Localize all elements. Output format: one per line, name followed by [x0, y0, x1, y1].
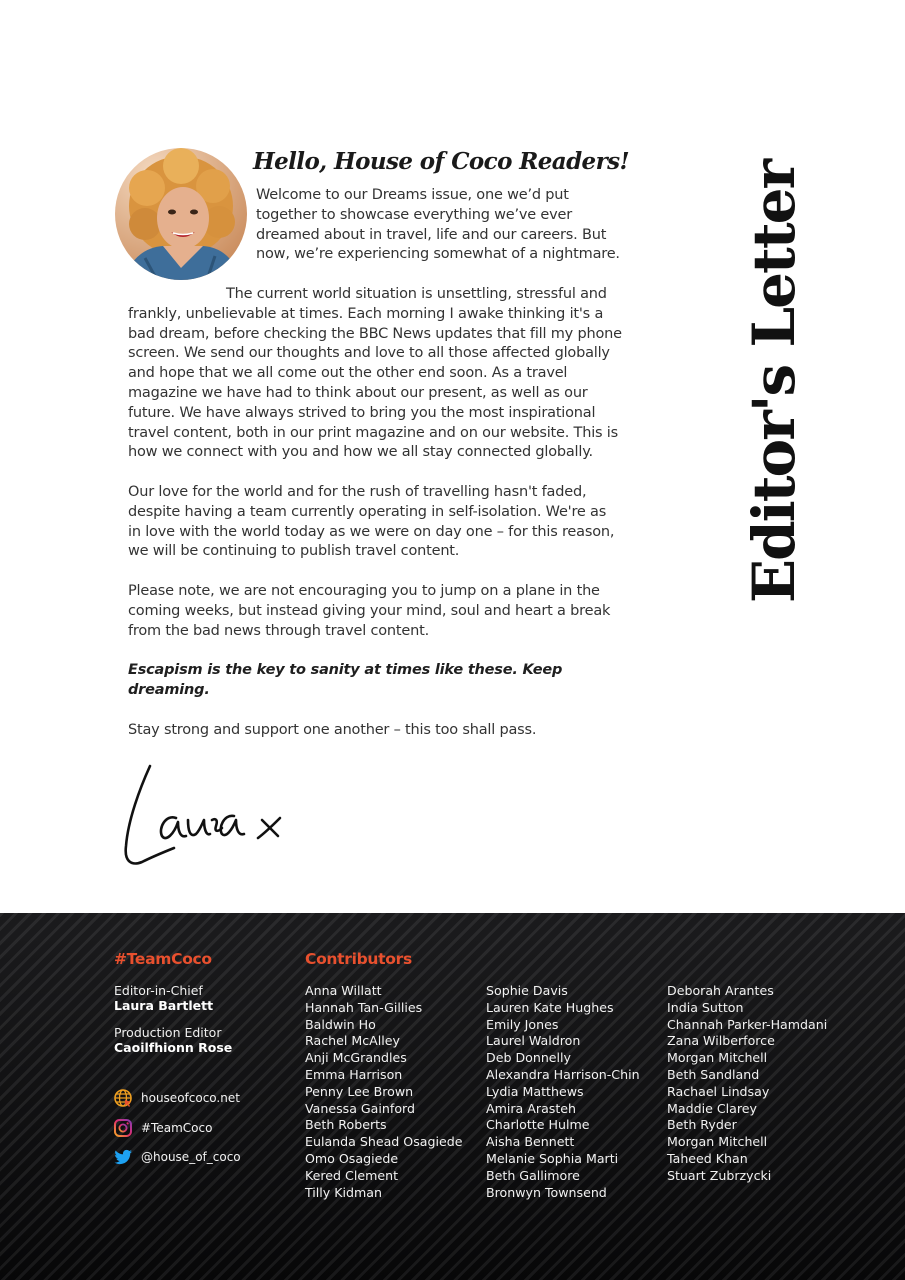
paragraph: Our love for the world and for the rush of travelling hasn't faded, despite having a team currently operating in self-isolation. We're as in love with the world today as we were on day one – for this reason, we will be continuing to publish travel content.	[128, 483, 615, 560]
contributor-name: Morgan Mitchell	[667, 1134, 768, 1150]
paragraph: The current world situation is unsettling, stressful and frankly, unbelievable at times. Each morning I awake thinking it's a bad dream, before checking the BBC News updates that fill my phone screen. We send our thoughts and love to all those affected globally and hope that we all come out the other end soon. As a travel magazine we have had to think about our present, as well as our future. We have always strived to bring you the most inspirational travel content, both in our print magazine and on our website. This is how we connect with you and how we all stay connected globally.	[128, 286, 622, 461]
instagram-text: #TeamCoco	[141, 1121, 213, 1135]
contributor-name: Penny Lee Brown	[305, 1083, 414, 1099]
contributor-name: Lauren Kate Hughes	[486, 999, 614, 1015]
contributor-name: Tilly Kidman	[305, 1184, 382, 1200]
team-credits	[114, 983, 294, 1067]
emphasis-paragraph: Escapism is the key to sanity at times like these. Keep dreaming.	[128, 662, 563, 698]
contributor-name: Morgan Mitchell	[667, 1050, 768, 1066]
contributor-name: Emma Harrison	[305, 1066, 403, 1082]
twitter-icon	[113, 1147, 133, 1167]
editor-name: Laura Bartlett	[114, 998, 214, 1013]
contributor-name: Maddie Clarey	[667, 1100, 757, 1116]
contributor-name: Eulanda Shead Osagiede	[305, 1134, 463, 1150]
contributors-column-2	[486, 983, 640, 1201]
contributor-name: Rachael Lindsay	[667, 1083, 770, 1099]
contributor-name: Beth Roberts	[305, 1117, 387, 1133]
contributor-name: Alexandra Harrison-Chin	[486, 1066, 640, 1082]
contributor-name: Deborah Arantes	[667, 983, 774, 998]
paragraph: Stay strong and support one another – this too shall pass.	[128, 721, 537, 738]
contributor-name: Baldwin Ho	[305, 1016, 376, 1032]
production-role: Production Editor	[114, 1025, 222, 1040]
editors-letter-title-text: Editor's Letter	[740, 160, 808, 604]
signature	[118, 758, 318, 873]
contributor-name: Rachel McAlley	[305, 1033, 400, 1049]
contributor-name: Stuart Zubrzycki	[667, 1167, 772, 1183]
contributor-name: Anna Willatt	[305, 983, 382, 998]
website-link[interactable]	[113, 1088, 303, 1108]
masthead-footer	[0, 913, 905, 1280]
contributors-column-3	[667, 983, 827, 1185]
contributor-name: Aisha Bennett	[486, 1134, 575, 1150]
letter-body	[128, 285, 622, 760]
website-text: houseofcoco.net	[141, 1091, 240, 1105]
intro-paragraph: Welcome to our Dreams issue, one we’d put together to showcase everything we’ve ever dreamed about in travel, life and our careers. But now, we’re experiencing somewhat of a nightmare.	[256, 187, 620, 263]
contributor-name: Deb Donnelly	[486, 1050, 572, 1066]
contributor-name: Anji McGrandles	[305, 1050, 407, 1066]
contributor-name: Zana Wilberforce	[667, 1033, 775, 1049]
contributor-name: Sophie Davis	[486, 983, 568, 998]
contributor-name: Lydia Matthews	[486, 1083, 584, 1099]
contributor-name: Vanessa Gainford	[305, 1100, 415, 1116]
globe-icon	[113, 1088, 133, 1108]
twitter-link[interactable]	[113, 1147, 303, 1167]
contributor-name: Taheed Khan	[667, 1150, 748, 1166]
contributor-name: Hannah Tan-Gillies	[305, 999, 423, 1015]
paragraph: Please note, we are not encouraging you to jump on a plane in the coming weeks, but instead giving your mind, soul and heart a break from the bad news through travel content.	[128, 582, 611, 639]
twitter-text: @house_of_coco	[141, 1150, 241, 1164]
contributor-name: Emily Jones	[486, 1016, 559, 1032]
contributor-name: Laurel Waldron	[486, 1033, 581, 1049]
contributor-name: Bronwyn Townsend	[486, 1184, 607, 1200]
team-heading: #TeamCoco	[114, 950, 212, 968]
contributors-heading: Contributors	[305, 950, 412, 968]
contributor-name: India Sutton	[667, 999, 744, 1015]
greeting-heading: Hello, House of Coco Readers!	[253, 148, 629, 175]
contributor-name: Beth Sandland	[667, 1066, 760, 1082]
contributor-name: Beth Gallimore	[486, 1167, 580, 1183]
contributor-name: Omo Osagiede	[305, 1150, 399, 1166]
contributor-name: Melanie Sophia Marti	[486, 1150, 619, 1166]
instagram-icon	[113, 1118, 133, 1138]
contributors-column-1	[305, 983, 462, 1201]
production-name: Caoilfhionn Rose	[114, 1040, 233, 1055]
editor-role: Editor-in-Chief	[114, 983, 203, 998]
contributor-name: Amira Arasteh	[486, 1100, 577, 1116]
contributor-name: Kered Clement	[305, 1167, 399, 1183]
editor-portrait	[115, 148, 247, 280]
contributor-name: Charlotte Hulme	[486, 1117, 590, 1133]
contributor-name: Beth Ryder	[667, 1117, 737, 1133]
contributor-name: Channah Parker-Hamdani	[667, 1016, 828, 1032]
instagram-link[interactable]	[113, 1118, 303, 1138]
